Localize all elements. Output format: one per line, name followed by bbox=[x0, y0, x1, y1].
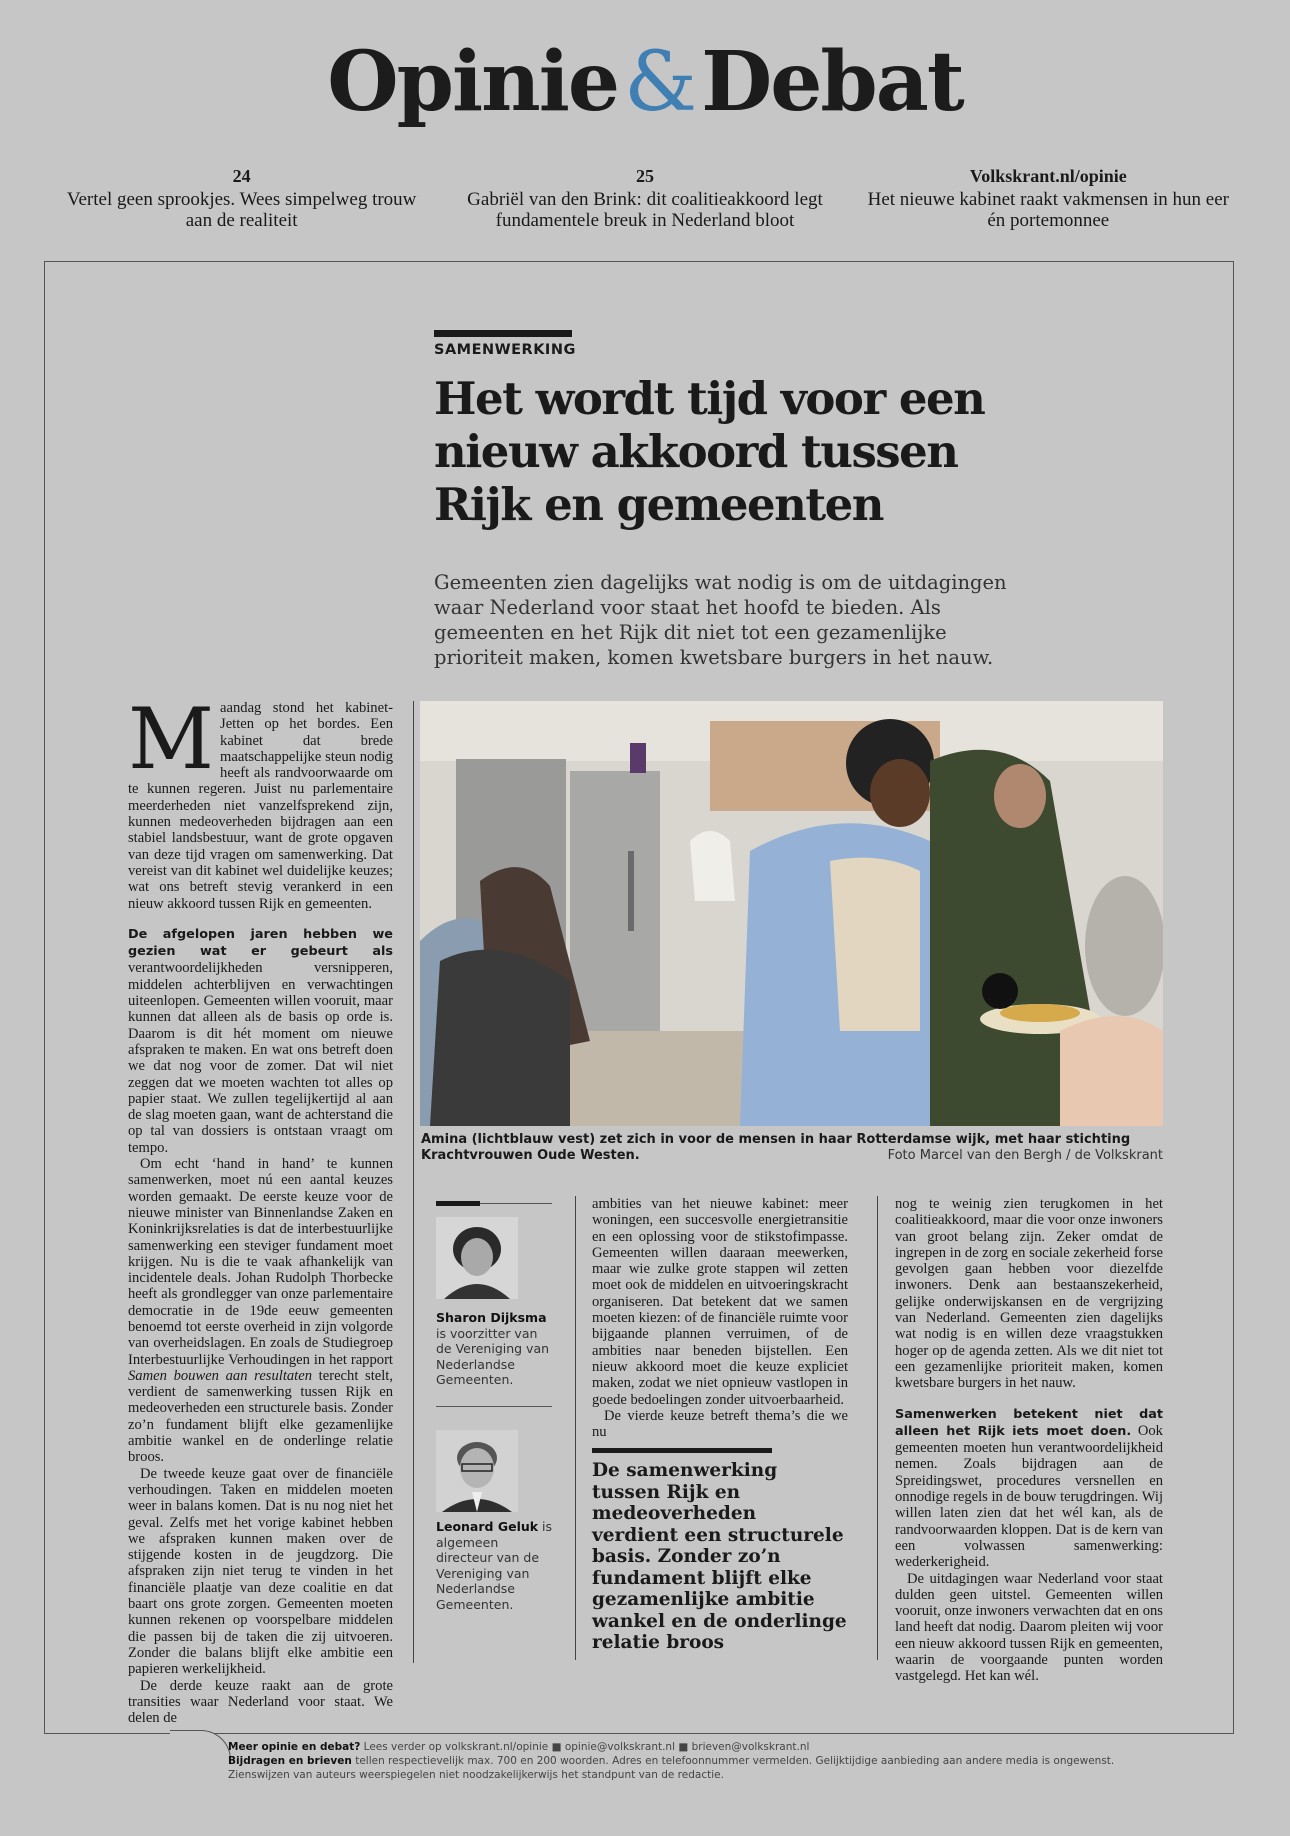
teaser-link: Volkskrant.nl/opinie bbox=[969, 166, 1127, 186]
body-paragraph: nog te weinig zien terugkomen in het coalitieakkoord, maar die voor onze inwoners van groot belang zijn. Zeker omdat de ingrepen in de zorg en sociale zekerheid forse gevolgen gaan hebben voor diezelfde inwoners. Denk aan bestaanszekerheid, gelijke onderwijskansen en de vergrijzing van Nederland. Gemeenten zien dagelijks wat nodig is en willen deze vraagstukken hoger op de agenda zetten. Als we dit niet tot een gezamenlijke prioriteit maken, komen kwetsbare burgers in het nauw. bbox=[895, 1196, 1163, 1392]
report-title: Samen bouwen aan resultaten bbox=[128, 1367, 313, 1384]
photo-credit: Foto Marcel van den Bergh / de Volkskrant bbox=[887, 1148, 1163, 1163]
footer-contact[interactable]: Lees verder op volkskrant.nl/opinie ■ opinie@volkskrant.nl ■ brieven@volkskrant.nl bbox=[360, 1741, 810, 1753]
body-paragraph: De derde keuze raakt aan de grote transities waar Nederland voor staat. We delen de bbox=[128, 1677, 393, 1727]
teaser-page: 25 bbox=[635, 166, 654, 186]
paragraph-lead: Samenwerken betekent niet dat alleen het Rijk iets moet doen. bbox=[895, 1406, 1163, 1439]
portrait-photo bbox=[436, 1217, 518, 1299]
body-paragraph: ambities van het nieuwe kabinet: meer woningen, een succesvolle energietransitie en een oplossing voor de stikstofimpasse. Gemeenten willen daaraan meewerken, maar wie zulke grote stappen wil zetten moet ook de middelen en uitvoeringskracht organiseren. Dat betekent dat we samen moeten kiezen: of de financiële ruimte voor bijgaande plannen verruimen, of de ambities naar beneden bijstellen. Een nieuw akkoord moet die keuze expliciet maken, zodat we niet opnieuw vastlopen in goede bedoelingen zonder uitvoerbaarheid. bbox=[592, 1196, 848, 1408]
drop-cap: M bbox=[128, 690, 215, 788]
author-name: Leonard Geluk bbox=[436, 1519, 539, 1534]
teaser-item[interactable] bbox=[460, 166, 830, 231]
body-paragraph bbox=[128, 1156, 393, 1466]
masthead-ampersand: & bbox=[624, 35, 696, 130]
pullquote-bar bbox=[592, 1448, 772, 1453]
column-rule bbox=[413, 701, 414, 1663]
masthead-opinie: Opinie bbox=[327, 34, 619, 130]
paragraph-text: Ook gemeenten moeten hun verantwoordelijkheid nemen. Zoals bijdragen aan de Spreidingswet, procedures versnellen en onnodige regels in de bouw terugdringen. Wij willen laten zien dat het wél kan, als de randvoorwaarden kloppen. Dat is de kern van een volwassen samenwerking: wederkerigheid. bbox=[895, 1422, 1163, 1571]
page-footer bbox=[228, 1740, 1128, 1782]
footer-text: tellen respectievelijk max. 700 en 200 woorden. Adres en telefoonnummer vermelden. Gelijktijdige aanbieding aan andere media is ongewenst. bbox=[351, 1755, 1115, 1767]
body-paragraph bbox=[895, 1406, 1163, 1571]
body-paragraph bbox=[128, 690, 393, 912]
author-portrait bbox=[436, 1430, 518, 1512]
portrait-photo bbox=[436, 1430, 518, 1512]
body-paragraph bbox=[128, 926, 393, 1156]
kicker-bar bbox=[434, 330, 572, 337]
article-headline: Het wordt tijd voor een nieuw akkoord tussen Rijk en gemeenten bbox=[434, 372, 985, 531]
teaser-item[interactable] bbox=[863, 166, 1233, 231]
author-portrait bbox=[436, 1217, 518, 1299]
frame-notch bbox=[170, 1730, 231, 1763]
photo-illustration bbox=[420, 701, 1163, 1126]
footer-lead: Meer opinie en debat? bbox=[228, 1741, 361, 1753]
paragraph-text: terecht stelt, verdient de samenwerking tussen Rijk en medeoverheden een structurele basis. Zonder zo’n fundament blijft elke gezamenlijke ambitie wankel en de onderlinge relatie broos. bbox=[128, 1367, 394, 1466]
teaser-item[interactable] bbox=[57, 166, 427, 231]
masthead-debat: Debat bbox=[701, 34, 963, 130]
author-separator bbox=[436, 1406, 552, 1407]
article-column-4 bbox=[895, 1196, 1163, 1685]
paragraph-text: verantwoordelijkheden versnipperen, middelen achterblijven en verwachtingen uiteenlopen. Gemeenten willen vooruit, maar kunnen dat alleen als de basis op orde is. Daarom is dit hét moment om nieuwe afspraken te maken. En wat ons betreft doen we dat nog voor de zomer. Dat wil niet zeggen dat we moeten wachten tot alles op papier staat. We zullen tegelijkertijd al aan de slag moeten gaan, want de achterstand die op tal van dossiers is ontstaan vraagt om tempo. bbox=[128, 960, 393, 1156]
author-name: Sharon Dijksma bbox=[436, 1310, 547, 1325]
teaser-text: Het nieuwe kabinet raakt vakmensen in hun eer én portemonnee bbox=[867, 189, 1229, 231]
author-role: is voorzitter van de Vereniging van Nederlandse Gemeenten. bbox=[436, 1325, 550, 1387]
article-intro: Gemeenten zien dagelijks wat nodig is om de uitdagingen waar Nederland voor staat het hoofd te bieden. Als gemeenten en het Rijk dit niet tot een gezamenlijke prioriteit maken, komen kwetsbare burgers in het nauw. bbox=[434, 571, 1007, 669]
teaser-page: 24 bbox=[232, 166, 251, 186]
article-photo bbox=[420, 701, 1163, 1126]
article-kicker: SAMENWERKING bbox=[434, 342, 576, 358]
column-rule bbox=[575, 1196, 576, 1660]
body-paragraph: De tweede keuze gaat over de financiële verhoudingen. Taken en middelen moeten weer in balans komen. Dat is nu nog niet het geval. Zelfs met het vorige kabinet hebben we afspraken kunnen maken over de stijgende kosten in de jeugdzorg. Die afspraken zijn niet terug te vinden in het financiële plaatje van deze coalitie en dat baart ons grote zorgen. Gemeenten moeten kunnen rekenen op voorspelbare middelen die passen bij de taken die zij uitvoeren. Zonder die balans blijft elke ambitie een papieren werkelijkheid. bbox=[128, 1465, 393, 1678]
masthead bbox=[0, 32, 1290, 133]
pullquote: De samenwerking tussen Rijk en medeoverheden verdient een structurele basis. Zonder zo’n fundament blijft elke gezamenlijke ambitie wankel en de onderlinge relatie broos bbox=[592, 1460, 847, 1653]
column-rule bbox=[877, 1196, 878, 1660]
paragraph-lead: De afgelopen jaren hebben we gezien wat er gebeurt als bbox=[128, 926, 393, 960]
teaser-row bbox=[40, 166, 1250, 231]
author-bar bbox=[436, 1201, 480, 1206]
article-column-1 bbox=[128, 690, 394, 1727]
footer-line bbox=[228, 1754, 1128, 1768]
caption-text: Amina (lichtblauw vest) zet zich in voor de mensen in haar Rotterdamse wijk, met haar stichting Krachtvrouwen Oude Westen. bbox=[421, 1132, 1131, 1163]
footer-lead: Bijdragen en brieven bbox=[228, 1755, 352, 1767]
teaser-text: Gabriël van den Brink: dit coalitieakkoord legt fundamentele breuk in Nederland bloot bbox=[467, 189, 823, 231]
author-bio bbox=[436, 1519, 556, 1612]
footer-disclaimer: Zienswijzen van auteurs weerspiegelen niet noodzakelijkerwijs het standpunt van de redactie. bbox=[228, 1769, 724, 1781]
paragraph-text: aandag stond het kabinet-Jetten op het bordes. Een kabinet dat brede maatschappelijke steun nodig heeft als randvoorwaarde om te kunnen regeren. Juist nu parlementaire meerderheden niet vanzelfsprekend zijn, kunnen medeoverheden bijdragen aan een stabiel landsbestuur, want de grote opgaven van deze tijd vragen om samenwerking. Dat vereist van dit kabinet wel duidelijke keuzes; wat ons betreft stevig verankerd in een nieuw akkoord tussen Rijk en gemeenten. bbox=[128, 700, 393, 912]
footer-line bbox=[228, 1740, 1128, 1754]
author-rule bbox=[480, 1203, 552, 1204]
body-paragraph: De vierde keuze betreft thema’s die we nu bbox=[592, 1407, 848, 1441]
teaser-text: Vertel geen sprookjes. Wees simpelweg trouw aan de realiteit bbox=[66, 189, 417, 231]
photo-caption bbox=[421, 1132, 1163, 1164]
paragraph-text: Om echt ‘hand in hand’ te kunnen samenwerken, moet nú een aantal keuzes worden gemaakt. De eerste keuze voor de nieuwe minister van Binnenlandse Zaken en Koninkrijksrelaties is dat de interbestuurlijke samenwerking een steviger fundament moet krijgen. Nu is die te vaak afhankelijk van incidentele deals. Johan Rudolph Thorbecke heeft als grondlegger van onze parlementaire democratie in de 19de eeuw gemeenten benoemd tot eerste overheid in zijn volgorde van overheidslagen. En zoals de Studiegroep Interbestuurlijke Verhoudingen in het rapport bbox=[128, 1156, 393, 1368]
article-column-3 bbox=[592, 1196, 848, 1440]
body-paragraph: De uitdagingen waar Nederland voor staat dulden geen uitstel. Gemeenten willen vooruit, onze inwoners verwachten dat en ons land heeft dat nodig. Daarom pleiten wij voor een nieuw akkoord tussen Rijk en gemeenten, waarin de voorgaande punten worden vastgelegd. Het kan wél. bbox=[895, 1570, 1163, 1685]
author-role: is algemeen directeur van de Vereniging van Nederlandse Gemeenten. bbox=[436, 1519, 553, 1612]
author-bio bbox=[436, 1310, 556, 1388]
